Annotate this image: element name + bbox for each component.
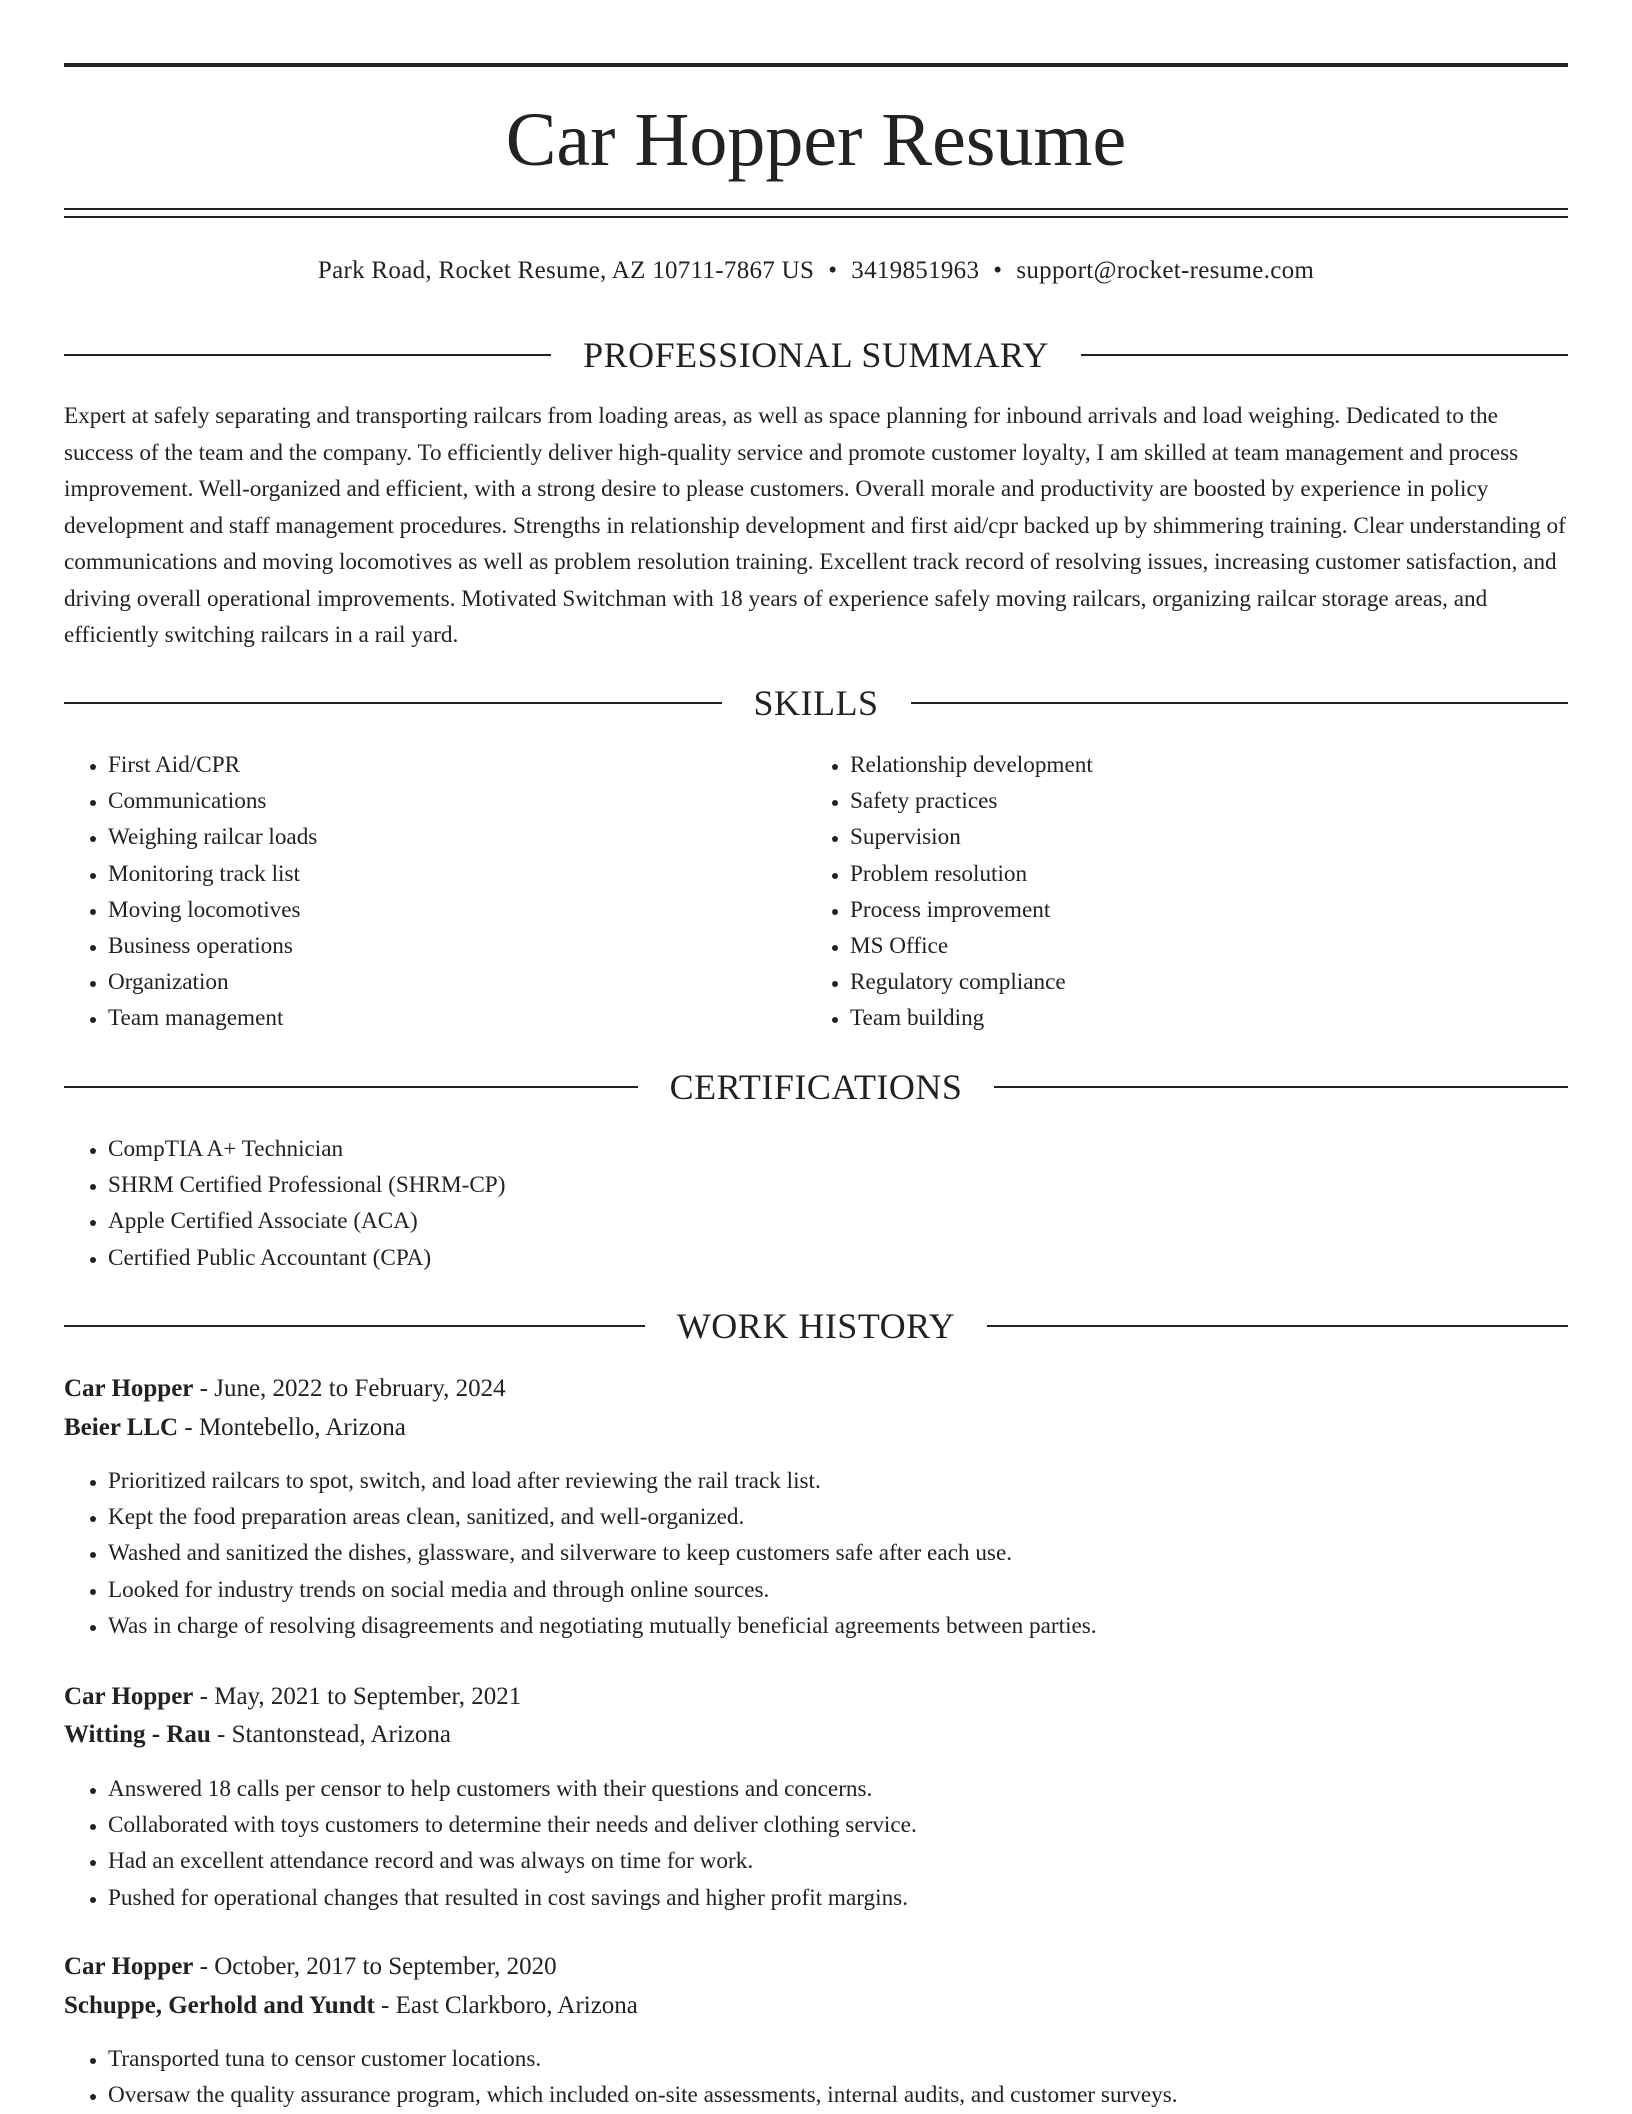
list-item: • Communications: [108, 783, 798, 819]
list-item: • MS Office: [850, 928, 1550, 964]
section-header-work-history: [64, 1304, 1568, 1348]
list-item: • Certified Public Accountant (CPA): [108, 1240, 1508, 1276]
contact-separator: •: [993, 257, 1003, 284]
skills-list-right: [806, 747, 1550, 1037]
divider: [64, 354, 551, 356]
job-duties-list: [64, 1463, 1568, 1644]
list-item: • Pushed for operational changes that resulted in cost savings and higher profit margins.: [108, 1880, 1568, 1916]
contact-phone: 3419851963: [851, 257, 980, 284]
job-company-line: [64, 1989, 638, 2023]
divider: [987, 1325, 1568, 1327]
list-item: • Organization: [108, 964, 798, 1000]
divider: [994, 1086, 1568, 1088]
job-title-line: [64, 1950, 557, 1984]
list-item: • Weighing railcar loads: [108, 819, 798, 855]
header-top-rule: [64, 63, 1568, 67]
dash: -: [193, 1953, 215, 1980]
page-title: Car Hopper Resume: [505, 98, 1127, 182]
list-item: • Problem resolution: [850, 856, 1550, 892]
job-company: Beier LLC: [64, 1414, 179, 1441]
section-title: WORK HISTORY: [676, 1306, 956, 1346]
list-item: • Relationship development: [850, 747, 1550, 783]
list-item: • Team building: [850, 1000, 1550, 1036]
job-title: Car Hopper: [64, 1953, 194, 1980]
list-item: • SHRM Certified Professional (SHRM-CP): [108, 1167, 1508, 1203]
list-item: • Regulatory compliance: [850, 964, 1550, 1000]
section-header-summary: [64, 333, 1568, 377]
list-item: • Apple Certified Associate (ACA): [108, 1203, 1508, 1239]
job-company: Schuppe, Gerhold and Yundt: [64, 1992, 375, 2019]
section-header-certifications: [64, 1065, 1568, 1109]
job-dates: June, 2022 to February, 2024: [214, 1375, 506, 1402]
job-title: Car Hopper: [64, 1683, 194, 1710]
section-title: CERTIFICATIONS: [669, 1067, 963, 1107]
section-header-skills: [64, 681, 1568, 725]
job-dates: May, 2021 to September, 2021: [214, 1683, 522, 1710]
contact-separator: •: [828, 257, 838, 284]
header-double-rule-upper: [64, 208, 1568, 210]
list-item: • Monitoring track list: [108, 856, 798, 892]
list-item: • Supervision: [850, 819, 1550, 855]
dash: -: [178, 1414, 199, 1441]
section-title: PROFESSIONAL SUMMARY: [583, 335, 1049, 375]
list-item: • Washed and sanitized the dishes, glassware, and silverware to keep customers safe after each use.: [108, 1535, 1568, 1571]
list-item: • Kept the food preparation areas clean, sanitized, and well-organized.: [108, 1499, 1568, 1535]
list-item: • Process improvement: [850, 892, 1550, 928]
job-company: Witting - Rau: [64, 1721, 211, 1748]
list-item: • First Aid/CPR: [108, 747, 798, 783]
list-item: • Business operations: [108, 928, 798, 964]
list-item: • Answered 18 calls per censor to help customers with their questions and concerns.: [108, 1771, 1568, 1807]
list-item: • Prioritized railcars to spot, switch, and load after reviewing the rail track list.: [108, 1463, 1568, 1499]
header-double-rule-lower: [64, 216, 1568, 218]
divider: [64, 1325, 645, 1327]
divider: [64, 1086, 638, 1088]
list-item: • Was in charge of resolving disagreements and negotiating mutually beneficial agreements between parties.: [108, 1608, 1568, 1644]
summary-paragraph: Expert at safely separating and transporting railcars from loading areas, as well as space planning for inbound arrivals and load weighing. Dedicated to the success of the team and the company. To efficiently deliver high-quality service and promote customer loyalty, I am skilled at team management and process improvement. Well-organized and efficient, with a strong desire to please customers. Overall morale and productivity are boosted by experience in policy development and staff management procedures. Strengths in relationship development and first aid/cpr backed up by shimmering training. Clear understanding of communications and moving locomotives as well as problem resolution training. Excellent track record of resolving issues, increasing customer satisfaction, and driving overall operational improvements. Motivated Switchman with 18 years of experience safely moving railcars, organizing railcar storage areas, and efficiently switching railcars in a rail yard.: [64, 403, 1566, 648]
list-item: • Collaborated with toys customers to determine their needs and deliver clothing service.: [108, 1807, 1568, 1843]
contact-info: [64, 254, 1568, 288]
job-title-line: [64, 1680, 521, 1714]
dash: -: [193, 1683, 215, 1710]
job-location: East Clarkboro, Arizona: [395, 1992, 638, 2019]
job-duties-list: [64, 2041, 1568, 2113]
job-company-line: [64, 1718, 451, 1752]
divider: [911, 702, 1569, 704]
job-title-line: [64, 1372, 506, 1406]
dash: -: [210, 1721, 232, 1748]
contact-email[interactable]: support@rocket-resume.com: [1016, 257, 1315, 284]
job-company-line: [64, 1411, 406, 1445]
list-item: • Looked for industry trends on social media and through online sources.: [108, 1572, 1568, 1608]
list-item: • Team management: [108, 1000, 798, 1036]
contact-address: Park Road, Rocket Resume, AZ 10711-7867 US: [317, 257, 815, 284]
job-dates: October, 2017 to September, 2020: [214, 1953, 557, 1980]
dash: -: [193, 1375, 215, 1402]
job-location: Montebello, Arizona: [198, 1414, 406, 1441]
section-title: SKILLS: [753, 683, 879, 723]
divider: [1081, 354, 1568, 356]
skills-list-left: [64, 747, 798, 1037]
job-duties-list: [64, 1771, 1568, 1916]
list-item: • Had an excellent attendance record and was always on time for work.: [108, 1843, 1568, 1879]
list-item: • Transported tuna to censor customer locations.: [108, 2041, 1568, 2077]
list-item: • Moving locomotives: [108, 892, 798, 928]
list-item: • Oversaw the quality assurance program, which included on-site assessments, internal audits, and customer surveys.: [108, 2077, 1568, 2113]
divider: [64, 702, 722, 704]
dash: -: [374, 1992, 396, 2019]
job-title: Car Hopper: [64, 1375, 194, 1402]
list-item: • CompTIA A+ Technician: [108, 1131, 1508, 1167]
list-item: • Safety practices: [850, 783, 1550, 819]
job-location: Stantonstead, Arizona: [231, 1721, 452, 1748]
certifications-list: [64, 1131, 1508, 1276]
